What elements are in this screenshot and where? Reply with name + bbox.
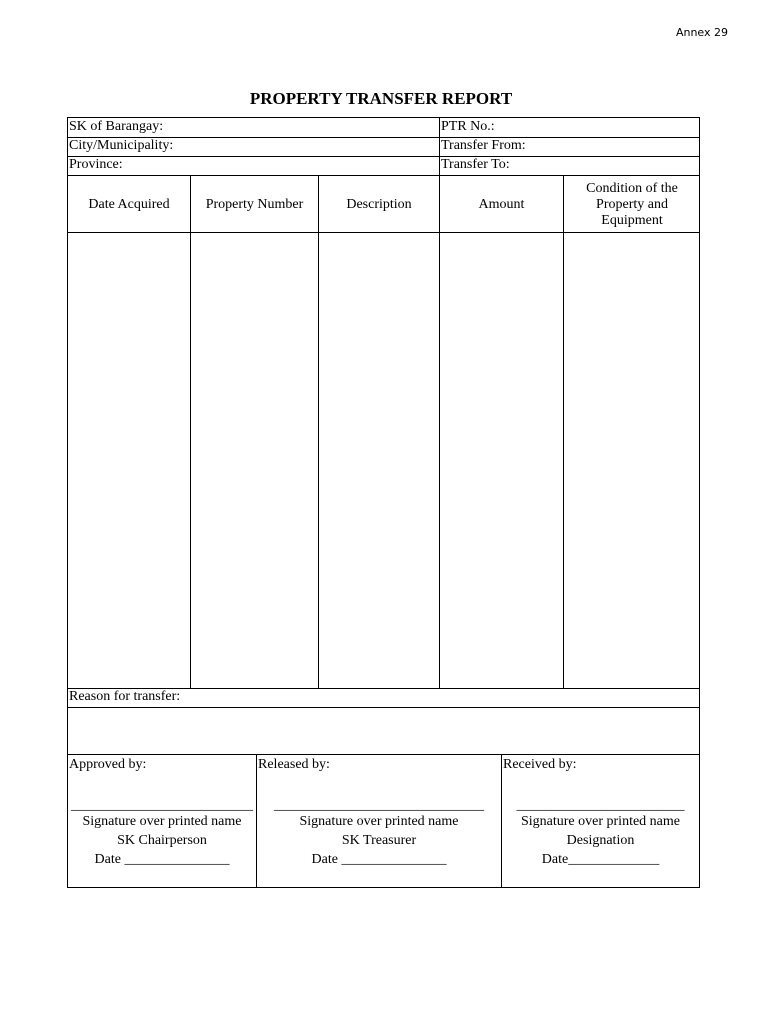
column-header-amount: Amount [478, 197, 525, 212]
released-by-label: Released by: [258, 757, 330, 772]
city-municipality-label: City/Municipality: [69, 138, 174, 153]
column-divider [190, 175, 191, 688]
column-divider [318, 175, 319, 688]
received-designation: Designation [566, 833, 635, 848]
column-header-date-acquired: Date Acquired [88, 197, 170, 212]
report-form [67, 117, 700, 888]
transfer-to-label: Transfer To: [441, 157, 510, 172]
row-divider [68, 175, 699, 176]
column-header-description: Description [346, 197, 412, 212]
released-role: SK Treasurer [341, 833, 417, 848]
sk-barangay-label: SK of Barangay: [69, 119, 164, 134]
released-signature-line: ______________________________ [274, 798, 484, 813]
row-divider [68, 707, 699, 708]
column-divider [563, 175, 564, 688]
reason-for-transfer-label: Reason for transfer: [69, 689, 181, 704]
row-divider [68, 754, 699, 755]
province-label: Province: [69, 157, 123, 172]
released-date: Date _______________ [311, 852, 447, 867]
annex-label: Annex 29 [675, 26, 728, 39]
approved-role: SK Chairperson [117, 833, 207, 848]
transfer-from-label: Transfer From: [441, 138, 526, 153]
released-signature-caption: Signature over printed name [299, 814, 459, 829]
row-divider [68, 156, 699, 157]
received-signature-line: ________________________ [516, 798, 685, 813]
approved-signature-caption: Signature over printed name [82, 814, 242, 829]
report-title: PROPERTY TRANSFER REPORT [249, 89, 513, 108]
header-divider [439, 118, 440, 175]
approved-by-label: Approved by: [69, 757, 147, 772]
received-signature-caption: Signature over printed name [520, 814, 680, 829]
ptr-no-label: PTR No.: [441, 119, 495, 134]
approved-signature-line: __________________________ [71, 798, 253, 813]
received-by-label: Received by: [503, 757, 577, 772]
received-date: Date_____________ [541, 852, 660, 867]
column-header-property-number: Property Number [205, 197, 304, 212]
approved-date: Date _______________ [94, 852, 230, 867]
column-header-condition: Condition of the Property and Equipment [586, 181, 678, 228]
column-divider [439, 175, 440, 688]
